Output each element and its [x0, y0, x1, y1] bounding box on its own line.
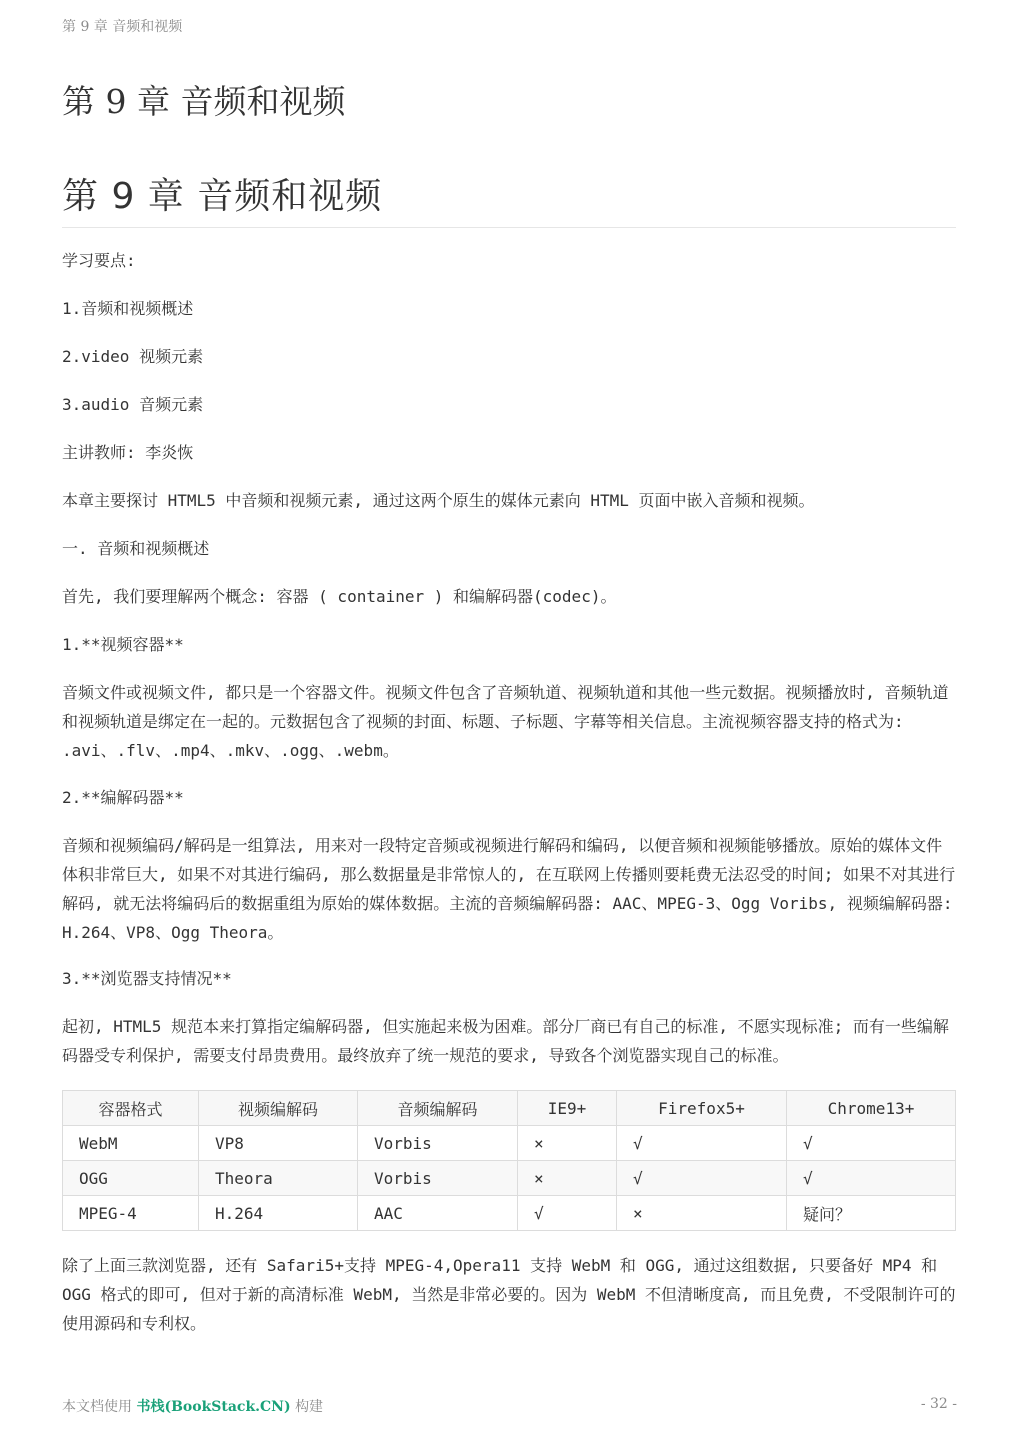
table-cell: H.264 — [199, 1196, 358, 1231]
paragraph-heading-codec: 2.**编解码器** — [62, 788, 184, 807]
paragraph-concepts: 首先, 我们要理解两个概念: 容器 ( container ) 和编解码器(codec)。 — [62, 587, 617, 606]
paragraph-learning-points: 学习要点: — [62, 251, 136, 270]
table-cell: √ — [617, 1161, 787, 1196]
table-cell: × — [518, 1126, 617, 1161]
table-cell: Theora — [199, 1161, 358, 1196]
paragraph-section-1: 一. 音频和视频概述 — [62, 539, 210, 558]
table-row — [63, 1126, 956, 1161]
table-cell: VP8 — [199, 1126, 358, 1161]
table-cell: × — [518, 1161, 617, 1196]
chapter-title: 第 9 章 音频和视频 — [62, 82, 346, 121]
running-header: 第 9 章 音频和视频 — [62, 19, 183, 35]
article-title: 第 9 章 音频和视频 — [62, 176, 383, 217]
table-header-cell: Chrome13+ — [787, 1091, 956, 1126]
table-row — [63, 1161, 956, 1196]
paragraph-point-2: 2.video 视频元素 — [62, 347, 204, 366]
table-header-cell: 视频编解码 — [199, 1091, 358, 1126]
table-header-cell: IE9+ — [518, 1091, 617, 1126]
paragraph-heading-container: 1.**视频容器** — [62, 635, 184, 654]
table-header-cell: 容器格式 — [63, 1091, 199, 1126]
table-cell: × — [617, 1196, 787, 1231]
table-row — [63, 1196, 956, 1231]
table-cell: √ — [617, 1126, 787, 1161]
paragraph-conclusion: 除了上面三款浏览器, 还有 Safari5+支持 MPEG-4,Opera11 支持 WebM 和 OGG, 通过这组数据, 只要备好 MP4 和 OGG 格式的即可, 但对于新的高清标准 WebM, 当然是非常必要的。因为 WebM 不但清晰度高, 而且免费, 不受限制许可的使用源码和专利权。 — [62, 1256, 956, 1333]
table-cell: √ — [787, 1161, 956, 1196]
table-cell: AAC — [358, 1196, 518, 1231]
paragraph-point-3: 3.audio 音频元素 — [62, 395, 204, 414]
table-cell: MPEG-4 — [63, 1196, 199, 1231]
table-cell: √ — [787, 1126, 956, 1161]
footer-brand-link[interactable]: 书栈(BookStack.CN) — [136, 1399, 291, 1415]
codec-support-table — [62, 1090, 956, 1231]
table-cell: √ — [518, 1196, 617, 1231]
table-header-cell: Firefox5+ — [617, 1091, 787, 1126]
table-cell: WebM — [63, 1126, 199, 1161]
paragraph-heading-browser: 3.**浏览器支持情况** — [62, 969, 232, 988]
footer-suffix: 构建 — [295, 1399, 324, 1415]
footer-prefix: 本文档使用 — [62, 1399, 132, 1415]
footer-credit — [62, 1396, 323, 1416]
paragraph-browser-desc: 起初, HTML5 规范本来打算指定编解码器, 但实施起来极为困难。部分厂商已有自己的标准, 不愿实现标准; 而有一些编解码器受专利保护, 需要支付昂贵费用。最终放弃了统一规范的要求, 导致各个浏览器实现自己的标准。 — [62, 1017, 949, 1065]
paragraph-codec-desc: 音频和视频编码/解码是一组算法, 用来对一段特定音频或视频进行解码和编码, 以便音频和视频能够播放。原始的媒体文件体积非常巨大, 如果不对其进行编码, 那么数据量是非常惊人的, 在互联网上传播则要耗费无法忍受的时间; 如果不对其进行解码, 就无法将编码后的数据重组为原始的媒体数据。主流的音频编解码器: AAC、MPEG-3、Ogg Voribs, 视频编解码器: H.264、VP8、Ogg Theora。 — [62, 836, 956, 942]
table-cell: Vorbis — [358, 1161, 518, 1196]
paragraph-teacher: 主讲教师: 李炎恢 — [62, 443, 194, 462]
page-number: - 32 - — [920, 1396, 957, 1412]
table-header-row — [63, 1091, 956, 1126]
paragraph-point-1: 1.音频和视频概述 — [62, 299, 194, 318]
table-cell: OGG — [63, 1161, 199, 1196]
table-cell: 疑问？ — [787, 1196, 956, 1231]
table-cell: Vorbis — [358, 1126, 518, 1161]
table-header-cell: 音频编解码 — [358, 1091, 518, 1126]
paragraph-intro: 本章主要探讨 HTML5 中音频和视频元素, 通过这两个原生的媒体元素向 HTML 页面中嵌入音频和视频。 — [62, 491, 815, 510]
paragraph-container-desc: 音频文件或视频文件, 都只是一个容器文件。视频文件包含了音频轨道、视频轨道和其他一些元数据。视频播放时, 音频轨道和视频轨道是绑定在一起的。元数据包含了视频的封面、标题、子标题、字幕等相关信息。主流视频容器支持的格式为: .avi、.flv、.mp4、.mkv、.ogg、.webm。 — [62, 683, 949, 760]
title-divider — [62, 227, 956, 228]
